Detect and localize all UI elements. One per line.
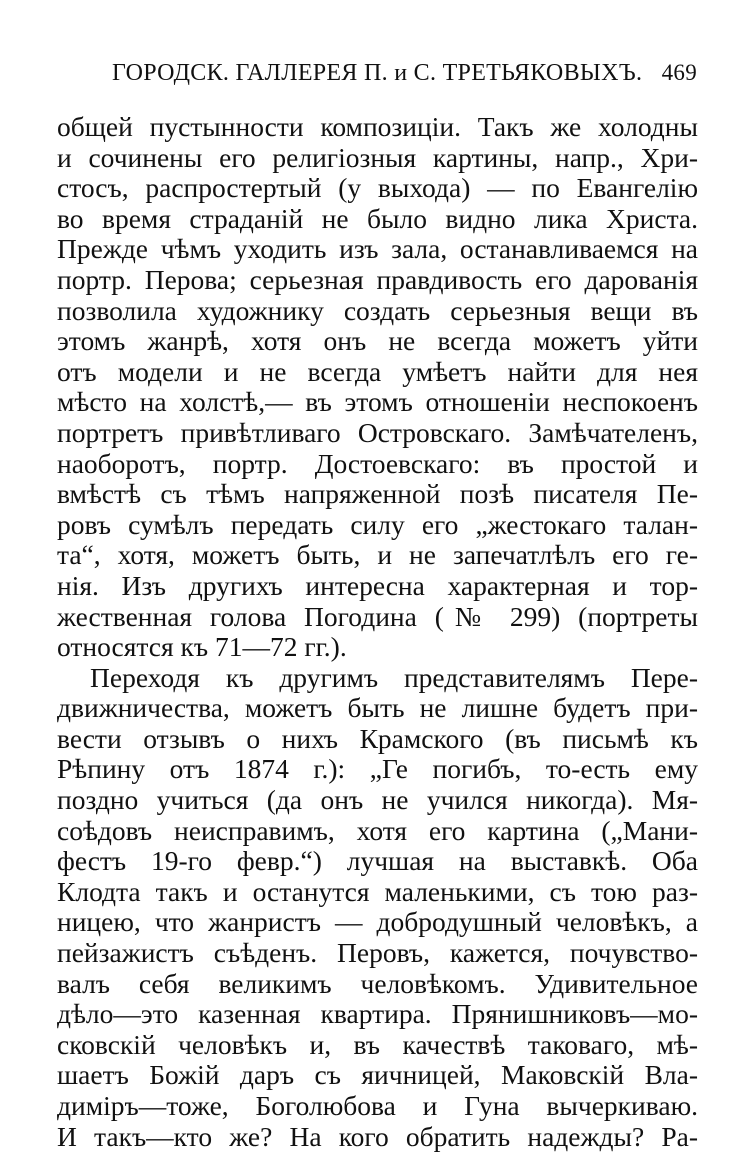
text-line: наоборотъ, портр. Достоевскаго: въ простой и: [57, 447, 698, 479]
text-line: общей пустынности композиціи. Такъ же холодны: [57, 111, 698, 142]
text-line: стосъ, распростертый (у выхода) — по Евангелію: [57, 172, 698, 204]
text-line: вмѣстѣ съ тѣмъ напряженной позѣ писателя Пе-: [57, 478, 698, 510]
text-line: жественная голова Погодина (№ 299) (портреты: [57, 600, 698, 632]
text-line: портретъ привѣтливаго Островскаго. Замѣчателенъ,: [57, 416, 698, 448]
text-line: во время страданій не было видно лика Христа.: [57, 202, 698, 234]
text-line: ровъ сумѣлъ передать силу его „жестокаго талан-: [57, 508, 698, 540]
paragraph-2: [57, 663, 698, 1152]
text-line: шаетъ Божій даръ съ яичницей, Маковскій Вла-: [57, 1059, 698, 1091]
text-line: портр. Перова; серьезная правдивость его дарованія: [57, 263, 698, 295]
text-line: поздно учиться (да онъ не учился никогда). Мя-: [57, 784, 698, 816]
text-line: фестъ 19-го февр.“) лучшая на выставкѣ. Оба: [57, 845, 698, 877]
text-line: дѣло—это казенная квартира. Прянишниковъ—мо-: [57, 998, 698, 1030]
text-line: сковскій человѣкъ и, въ качествѣ таковаго, мѣ-: [57, 1028, 698, 1060]
text-line: Прежде чѣмъ уходить изъ зала, останавливаемся на: [57, 233, 698, 265]
text-line: та“, хотя, можетъ быть, и не запечатлѣлъ его ге-: [57, 539, 698, 571]
body-text: [57, 112, 698, 1152]
text-line: мѣсто на холстѣ,— въ этомъ отношеніи неспокоенъ: [57, 386, 698, 418]
text-line: пейзажистъ съѣденъ. Перовъ, кажется, почувство-: [57, 937, 698, 969]
text-line: ницею, что жанристъ — добродушный человѣкъ, а: [57, 906, 698, 938]
text-line: соѣдовъ неисправимъ, хотя его картина („Мани-: [57, 814, 698, 846]
text-line: нія. Изъ другихъ интересна характерная и тор-: [57, 569, 698, 601]
page-number: 469: [661, 60, 697, 85]
text-line: относятся къ 71—72 гг.).: [57, 631, 347, 663]
paragraph-1: [57, 112, 698, 663]
text-line: позволила художнику создать серьезныя вещи въ: [57, 294, 698, 326]
text-line: валъ себя великимъ человѣкомъ. Удивительное: [57, 967, 698, 999]
text-line: диміръ—тоже, Боголюбова и Гуна вычеркиваю.: [57, 1090, 698, 1121]
running-title: ГОРОДСК. ГАЛЛЕРЕЯ П. и С. ТРЕТЬЯКОВЫХЪ.: [112, 60, 643, 86]
text-line: вести отзывъ о нихъ Крамского (въ письмѣ къ: [57, 722, 698, 754]
text-line: Клодта такъ и останутся маленькими, съ тою раз-: [57, 875, 698, 907]
text-line: движничества, можетъ быть не лишне будетъ при-: [57, 692, 698, 724]
text-line: этомъ жанрѣ, хотя онъ не всегда можетъ уйти: [57, 325, 698, 357]
text-line: и сочинены его религіозныя картины, напр., Хри-: [57, 141, 698, 173]
running-head: [112, 60, 697, 87]
text-line: И такъ—кто же? На кого обратить надежды? Ра-: [57, 1120, 698, 1152]
text-line: Рѣпину отъ 1874 г.): „Ге погибъ, то-есть ему: [57, 753, 698, 785]
text-line: отъ модели и не всегда умѣетъ найти для нея: [57, 355, 698, 387]
text-line: Переходя къ другимъ представителямъ Пере-: [90, 661, 698, 693]
